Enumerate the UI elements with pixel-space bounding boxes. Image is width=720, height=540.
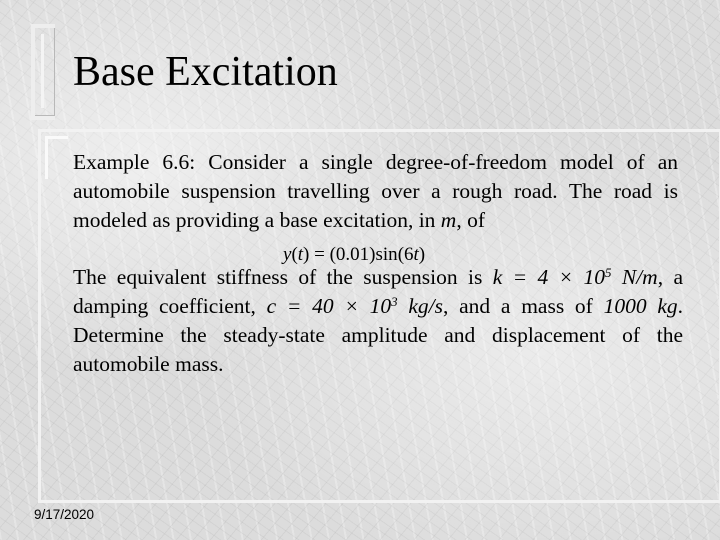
- para1-outro: , of: [456, 208, 485, 232]
- damping-exponent: 3: [391, 294, 398, 309]
- eq-coef: (0.01): [329, 244, 376, 265]
- footer-date: 9/17/2020: [34, 507, 95, 522]
- para2-text-2: , a damping coefficient,: [73, 265, 683, 318]
- stiffness-exponent: 5: [605, 265, 612, 280]
- para1-unit: m: [440, 208, 457, 232]
- eq-arg-var: t: [413, 244, 419, 265]
- excitation-equation: y(t) = (0.01)sin(6t): [283, 244, 426, 265]
- para2-text-1: The equivalent stiffness of the suspension is: [73, 265, 493, 289]
- eq-lhs-var: t: [297, 244, 304, 265]
- eq-arg-num: 6: [404, 244, 414, 265]
- damping-unit: kg/s: [397, 294, 443, 318]
- para2-text-3: , and a mass of: [443, 294, 604, 318]
- eq-lhs-func: y: [283, 244, 292, 265]
- eq-func: sin: [375, 244, 398, 265]
- stiffness-expression: k = 4 × 10: [492, 265, 606, 289]
- stiffness-unit: N/m: [611, 265, 658, 289]
- slide-title: Base Excitation: [73, 49, 338, 95]
- para1-intro: Example 6.6: Consider a single degree-of-freedom model of an automobile suspension travelling over a rough road. The road is modeled as providing a base excitation, in: [73, 150, 678, 232]
- damping-expression: c = 40 × 10: [266, 294, 392, 318]
- eq-equals: =: [309, 244, 330, 265]
- mass-value: 1000 kg: [603, 294, 678, 318]
- body-paragraph-2: [73, 263, 683, 379]
- body-paragraph-1: [73, 148, 678, 235]
- title-frame-decoration: [31, 24, 55, 120]
- para2-text-4: . Determine the steady-state amplitude and displacement of the automobile mass.: [73, 294, 684, 376]
